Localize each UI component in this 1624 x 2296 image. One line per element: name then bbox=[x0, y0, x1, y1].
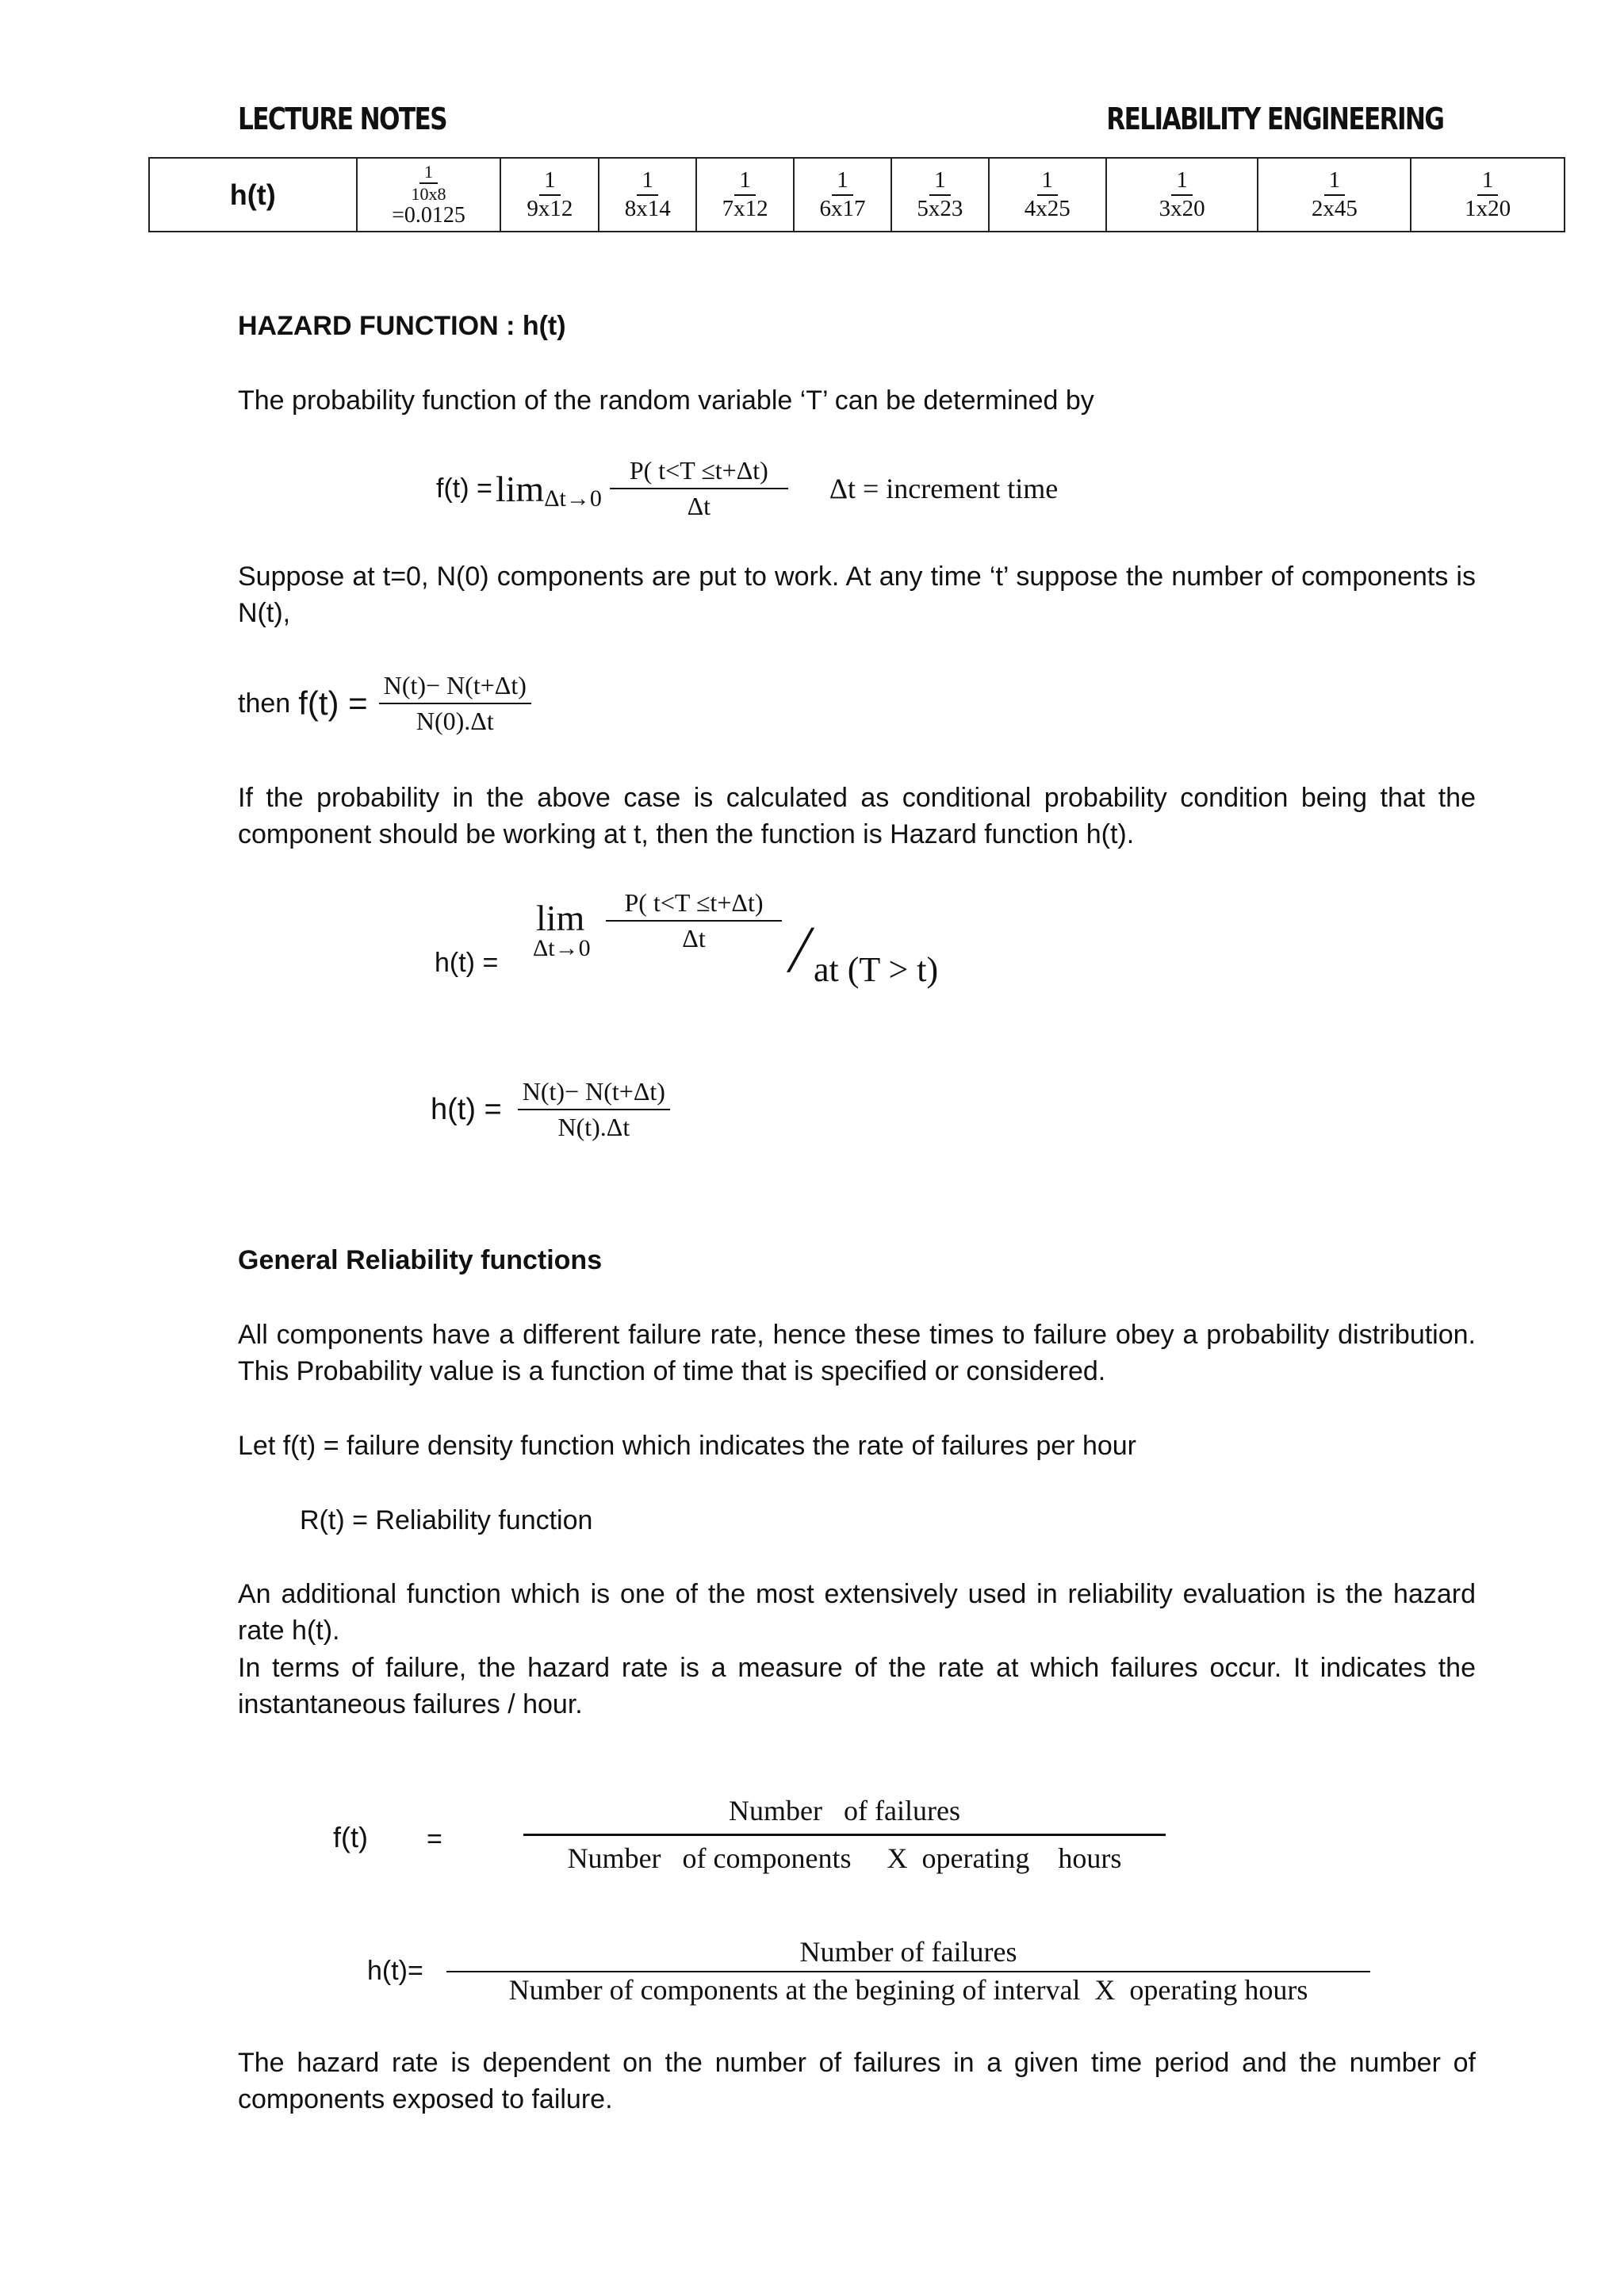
definition-ft: Let f(t) = failure density function which indicates the rate of failures per hour bbox=[238, 1431, 1136, 1461]
paragraph-components: All components have a different failure rate, hence these times to failure obey a probability distribution. This Probability value is a function of time that is specified or considered. bbox=[238, 1320, 1476, 1386]
definition-rt: R(t) = Reliability function bbox=[300, 1505, 593, 1535]
header-right: RELIABILITY ENGINEERING bbox=[1105, 102, 1443, 136]
section-title-hazard: HAZARD FUNCTION : h(t) bbox=[238, 311, 566, 341]
equation-ft-counts: then f(t) = $\frac{N(t)- N(t+\Delta t)}{N(0).\Delta t}$ bbox=[238, 669, 531, 738]
table-cell: $\frac{1}{4x25}$ bbox=[989, 158, 1106, 232]
table-cell: $\frac{1}{5x23}$ bbox=[891, 158, 989, 232]
table-cell: $\frac{1}{2x45}$ bbox=[1258, 158, 1411, 232]
table-cell: $\frac{1}{3x20}$ bbox=[1106, 158, 1258, 232]
table-cell: $\frac{1}{6x17}$ bbox=[794, 158, 891, 232]
header-left: LECTURE NOTES bbox=[238, 102, 446, 136]
table-cell: $\frac{1}{7x12}$ bbox=[696, 158, 794, 232]
equation-ht-ratio: h(t)= Number of failures Number of components at the begining of interval X operating hours bbox=[367, 1935, 1374, 2014]
paragraph-suppose: Suppose at t=0, N(0) components are put to work. At any time ‘t’ suppose the number of components is N(t), bbox=[238, 562, 1476, 628]
intro-paragraph: The probability function of the random variable ‘T’ can be determined by bbox=[238, 385, 1094, 416]
increment-note: Δt = increment time bbox=[829, 473, 1059, 505]
paragraph-additional: An additional function which is one of the most extensively used in reliability evaluation is the hazard rate h(t). bbox=[238, 1579, 1476, 1646]
section-title-general: General Reliability functions bbox=[238, 1245, 603, 1275]
table-row bbox=[149, 158, 1565, 232]
paragraph-conditional: If the probability in the above case is calculated as conditional probability condition being that the component should be working at t, then the function is Hazard function h(t). bbox=[238, 783, 1476, 849]
table-cell: $\frac{1}{10x8}$ =0.0125 bbox=[357, 158, 501, 232]
paragraph-hazard-rate: In terms of failure, the hazard rate is a measure of the rate at which failures occur. It indicates the instantaneous failures / hour. bbox=[238, 1653, 1476, 1719]
table-cell: $\frac{1}{9x12}$ bbox=[500, 158, 599, 232]
table-row-label: h(t) bbox=[149, 158, 357, 232]
paragraph-dependent: The hazard rate is dependent on the number of failures in a given time period and the number of components exposed to failure. bbox=[238, 2048, 1476, 2114]
equation-ht-counts: h(t) = $\frac{N(t)- N(t+\Delta t)}{N(t).\Delta t}$ bbox=[431, 1075, 670, 1144]
table-cell: $\frac{1}{8x14}$ bbox=[599, 158, 696, 232]
hazard-table bbox=[148, 157, 1565, 232]
equation-ft-ratio: f(t) = Number of failures Number of components X operating hours bbox=[333, 1792, 1205, 1888]
equation-ft-limit: f(t) = lim Δt→0 $\frac{P( t<T \le t+\Delta t)}{\Delta t}$ Δt = increment time bbox=[436, 454, 1058, 523]
table-cell: $\frac{1}{1x20}$ bbox=[1411, 158, 1565, 232]
equation-ht-limit: h(t) = lim Δt→0 $\frac{P( t<T \le t+\Delta t)}{\Delta t}$ / at (T > t) bbox=[435, 886, 1005, 1013]
